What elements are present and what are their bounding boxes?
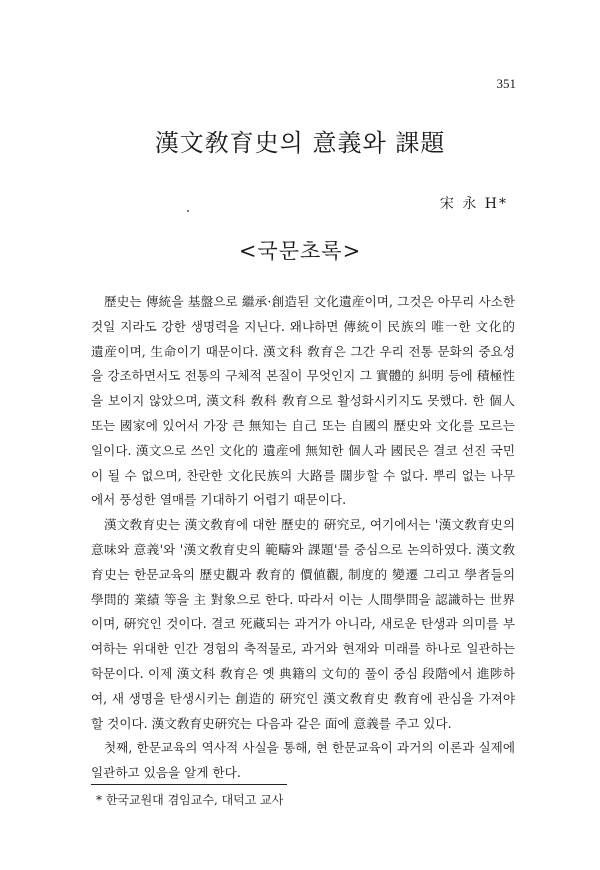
author-line: 宋 永 H*	[439, 196, 508, 212]
page-number: 351	[496, 76, 516, 91]
paper-title: 漢文敎育史의 意義와 課題	[154, 129, 446, 157]
abstract-paragraph-2: 漢文敎育史는 漢文敎育에 대한 歷史的 硏究로, 여기에서는 '漢文敎育史의 意味와 意義'와 '漢文敎育史의 範疇와 課題'를 중심으로 논의하였다. 漢文敎育史는 한문교육의 歷史觀과 敎育的 價値觀, 制度的 變遷 그리고 學者들의 學問的 業績 等을 主 對象으로 한다. 따라서 이는 人間學問을 認識하는 世界이며, 硏究인 것이다. 결코 死藏되는 과거가 아니라, 새로운 탄생과 의미를 부여하는 위대한 인간 경험의 축적물로, 과거와 현재와 미래를 하나로 일관하는 학문이다. 이제 漢文科 敎育은 옛 典籍의 文句的 풀이 중심 段階에서 進陟하여, 새 생명을 탄생시키는 創造的 硏究인 漢文敎育史 敎育에 관심을 가져야 할 것이다. 漢文敎育史硏究는 다음과 같은 面에 意義를 주고 있다.	[91, 517, 515, 731]
footnote-rule	[91, 784, 287, 785]
abstract-body	[91, 290, 515, 786]
footnote: * 한국교원대 겸임교수, 대덕고 교사	[96, 793, 284, 807]
abstract-paragraph-3: 첫째, 한문교육의 역사적 사실을 통해, 현 한문교육이 과거의 이론과 실제에 일관하고 있음을 알게 한다.	[91, 740, 515, 781]
abstract-heading: <국문초록>	[238, 239, 362, 263]
abstract-paragraph-1: 歷史는 傳統을 基盤으로 繼承·創造된 文化遺産이며, 그것은 아무리 사소한 것일 지라도 강한 생명력을 지닌다. 왜냐하면 傳統이 民族의 唯一한 文化的 遺産이며, 生命이기 때문이다. 漢文科 敎育은 그간 우리 전통 문화의 중요성을 강조하면서도 전통의 구체적 본질이 무엇인지 그 實體的 糾明 등에 積極性을 보이지 않았으며, 漢文科 敎科 敎育으로 활성화시키지도 못했다. 한 個人 또는 國家에 있어서 가장 큰 無知는 自己 또는 自國의 歷史와 文化를 모르는 일이다. 漢文으로 쓰인 文化的 遺産에 無知한 個人과 國民은 결코 선진 국민이 될 수 없으며, 찬란한 文化民族의 大路를 闊步할 수 없다. 뿌리 없는 나무에서 풍성한 열매를 기대하기 어렵기 때문이다.	[91, 294, 515, 508]
decorative-dot	[187, 210, 189, 212]
